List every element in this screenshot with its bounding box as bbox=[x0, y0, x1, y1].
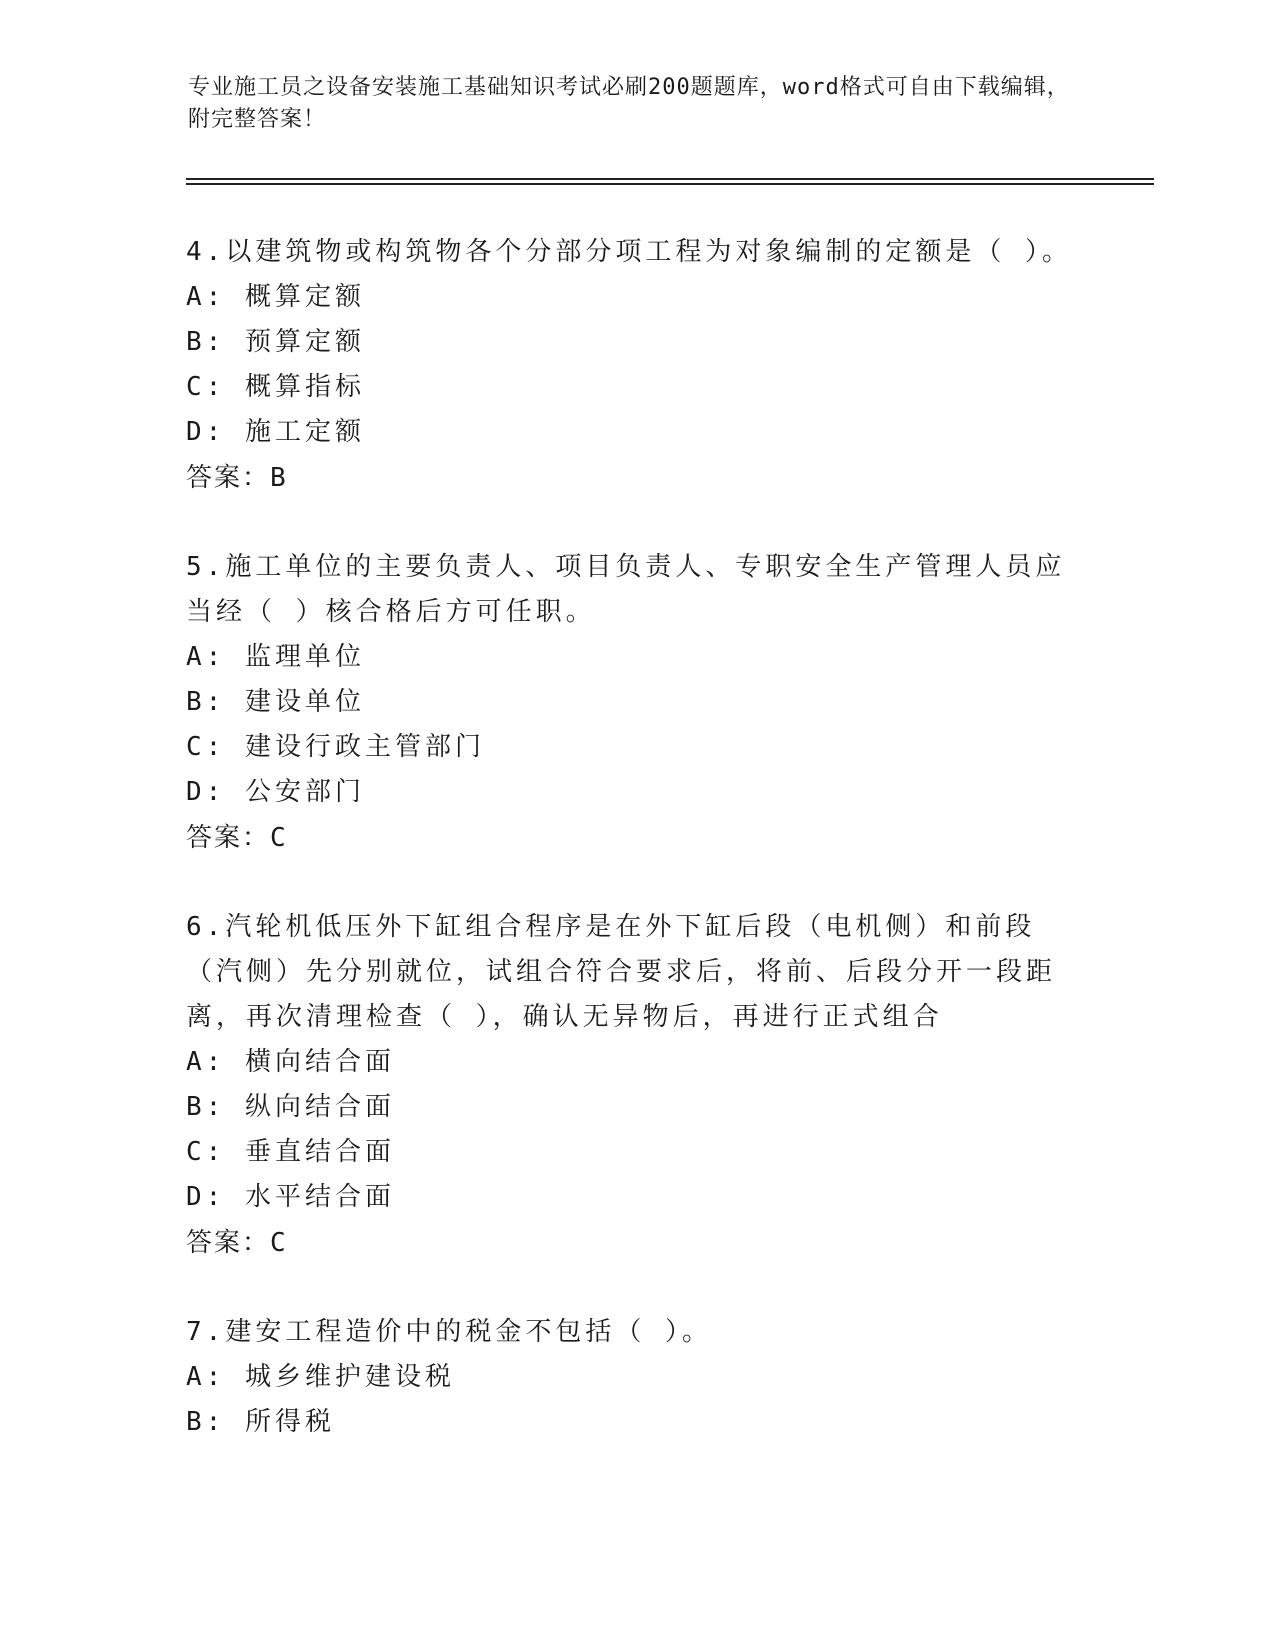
header-divider bbox=[186, 183, 1154, 185]
option-key: A: bbox=[186, 642, 226, 672]
answer-label: 答案： bbox=[186, 463, 271, 493]
option-d bbox=[186, 770, 1086, 815]
answer-value: B bbox=[270, 463, 287, 493]
option-text: 垂直结合面 bbox=[244, 1137, 395, 1167]
option-text: 所得税 bbox=[244, 1407, 335, 1437]
option-text: 施工定额 bbox=[244, 417, 365, 447]
option-key: A: bbox=[186, 1047, 226, 1077]
question-item bbox=[186, 905, 1086, 1266]
option-key: A: bbox=[186, 1362, 226, 1392]
option-d bbox=[186, 1175, 1086, 1220]
question-body: 建安工程造价中的税金不包括（ ）。 bbox=[225, 1317, 712, 1347]
option-a bbox=[186, 275, 1086, 320]
question-item bbox=[186, 230, 1086, 501]
option-text: 预算定额 bbox=[244, 327, 365, 357]
question-text bbox=[186, 230, 1086, 275]
option-d bbox=[186, 410, 1086, 455]
option-text: 建设行政主管部门 bbox=[244, 732, 485, 762]
option-c bbox=[186, 365, 1086, 410]
option-text: 概算定额 bbox=[244, 282, 365, 312]
question-list bbox=[186, 230, 1086, 1489]
answer-value: C bbox=[270, 823, 287, 853]
option-key: D: bbox=[186, 417, 226, 447]
header-divider bbox=[186, 178, 1154, 180]
answer-value: C bbox=[270, 1228, 287, 1258]
option-a bbox=[186, 1355, 1086, 1400]
option-text: 公安部门 bbox=[244, 777, 365, 807]
option-c bbox=[186, 725, 1086, 770]
option-key: B: bbox=[186, 1092, 226, 1122]
option-a bbox=[186, 635, 1086, 680]
question-text bbox=[186, 905, 1086, 1040]
option-text: 横向结合面 bbox=[244, 1047, 395, 1077]
option-b bbox=[186, 1085, 1086, 1130]
option-key: C: bbox=[186, 732, 226, 762]
option-text: 水平结合面 bbox=[244, 1182, 395, 1212]
question-text bbox=[186, 545, 1086, 635]
answer-line bbox=[186, 455, 1086, 501]
question-body: 汽轮机低压外下缸组合程序是在外下缸后段（电机侧）和前段（汽侧）先分别就位，试组合符合要求后，将前、后段分开一段距离，再次清理检查（ ），确认无异物后，再进行正式组合 bbox=[186, 912, 1057, 1032]
question-number: 5. bbox=[186, 552, 226, 582]
option-key: B: bbox=[186, 327, 226, 357]
option-key: C: bbox=[186, 1137, 226, 1167]
option-key: D: bbox=[186, 1182, 226, 1212]
question-item bbox=[186, 1310, 1086, 1445]
option-a bbox=[186, 1040, 1086, 1085]
option-key: A: bbox=[186, 282, 226, 312]
option-text: 城乡维护建设税 bbox=[244, 1362, 455, 1392]
option-b bbox=[186, 680, 1086, 725]
option-text: 概算指标 bbox=[244, 372, 365, 402]
option-key: B: bbox=[186, 1407, 226, 1437]
option-key: D: bbox=[186, 777, 226, 807]
answer-line bbox=[186, 815, 1086, 861]
option-c bbox=[186, 1130, 1086, 1175]
option-key: C: bbox=[186, 372, 226, 402]
answer-label: 答案： bbox=[186, 1228, 271, 1258]
question-body: 以建筑物或构筑物各个分部分项工程为对象编制的定额是（ ）。 bbox=[225, 237, 1072, 267]
option-text: 建设单位 bbox=[244, 687, 365, 717]
document-title: 专业施工员之设备安装施工基础知识考试必刷200题题库，word格式可自由下载编辑，附完整答案！ bbox=[188, 75, 1070, 132]
question-body: 施工单位的主要负责人、项目负责人、专职安全生产管理人员应当经（ ）核合格后方可任职。 bbox=[186, 552, 1066, 627]
question-number: 4. bbox=[186, 237, 226, 267]
question-text bbox=[186, 1310, 1086, 1355]
option-key: B: bbox=[186, 687, 226, 717]
answer-line bbox=[186, 1220, 1086, 1266]
option-text: 纵向结合面 bbox=[244, 1092, 395, 1122]
question-number: 7. bbox=[186, 1317, 226, 1347]
option-text: 监理单位 bbox=[244, 642, 365, 672]
question-item bbox=[186, 545, 1086, 861]
answer-label: 答案： bbox=[186, 823, 271, 853]
question-number: 6. bbox=[186, 912, 226, 942]
option-b bbox=[186, 320, 1086, 365]
option-b bbox=[186, 1400, 1086, 1445]
